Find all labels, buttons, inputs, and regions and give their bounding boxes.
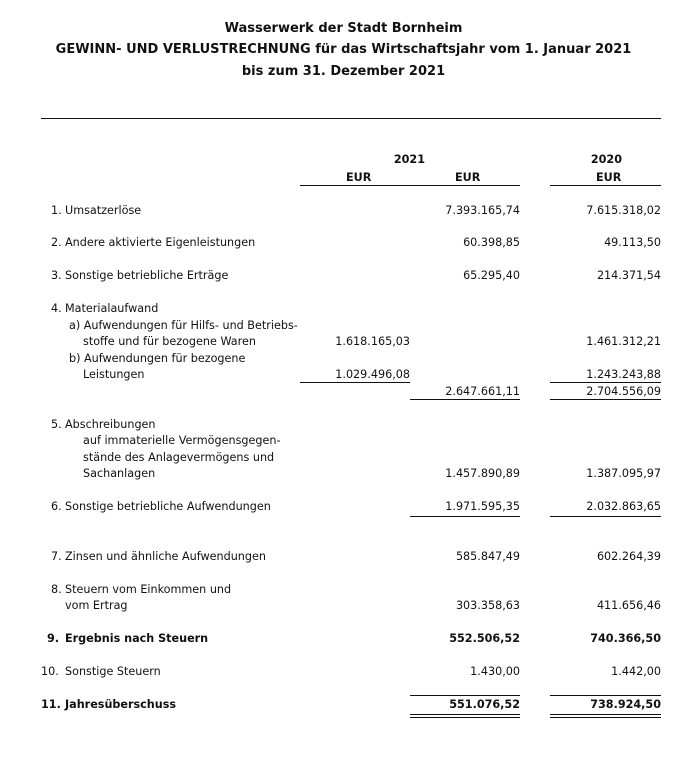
- column-rule-current: [300, 185, 520, 186]
- subitem-a-label-line2: stoffe und für bezogene Waren: [83, 335, 256, 348]
- row-number: 10.: [41, 665, 59, 678]
- row-number: 2.: [51, 236, 62, 249]
- value-current: 65.295,40: [463, 269, 520, 282]
- subitem-a-value: 1.618.165,03: [335, 335, 410, 348]
- subtotal-rule-prior: [550, 382, 661, 383]
- unit-header-a: EUR: [346, 171, 372, 184]
- total-rule-current: [410, 399, 520, 400]
- row-label: Zinsen und ähnliche Aufwendungen: [65, 550, 266, 563]
- row-label: Jahresüberschuss: [65, 698, 177, 711]
- report-company-title: Wasserwerk der Stadt Bornheim: [224, 21, 463, 36]
- value-current: 2.647.661,11: [445, 385, 520, 398]
- sum-rule-prior: [550, 516, 661, 517]
- value-current: 585.847,49: [455, 550, 520, 563]
- value-current: 1.971.595,35: [445, 500, 520, 513]
- year-current-header: 2021: [393, 153, 425, 166]
- value-current: 7.393.165,74: [445, 204, 520, 217]
- row-label: Steuern vom Einkommen und: [65, 583, 232, 596]
- value-prior: 2.704.556,09: [586, 385, 661, 398]
- double-rule-current-2: [410, 717, 520, 718]
- unit-header-b: EUR: [455, 171, 481, 184]
- value-prior: 7.615.318,02: [586, 204, 661, 217]
- row-label: Ergebnis nach Steuern: [65, 632, 209, 645]
- value-current: 1.457.890,89: [445, 467, 520, 480]
- final-rule-current: [410, 695, 520, 696]
- value-current: 552.506,52: [449, 632, 520, 645]
- value-current: 1.430,00: [470, 665, 520, 678]
- year-prior-header: 2020: [590, 153, 622, 166]
- row-label-line: auf immaterielle Vermögensgegen-: [83, 434, 281, 447]
- sum-rule-current: [410, 516, 520, 517]
- subtotal-rule-current: [300, 382, 410, 383]
- final-rule-prior: [550, 695, 661, 696]
- subitem-a-label-line1: a) Aufwendungen für Hilfs- und Betriebs-: [69, 319, 298, 332]
- double-rule-current-1: [410, 714, 520, 715]
- value-current: 303.358,63: [455, 599, 520, 612]
- value-prior: 214.371,54: [596, 269, 661, 282]
- subitem-b-label-line2: Leistungen: [83, 368, 145, 381]
- value-prior: 602.264,39: [596, 550, 661, 563]
- row-label: Materialaufwand: [65, 302, 159, 315]
- double-rule-prior-1: [550, 714, 661, 715]
- value-prior: 740.366,50: [590, 632, 661, 645]
- header-rule: [41, 118, 661, 119]
- value-current: 60.398,85: [463, 236, 520, 249]
- row-number: 4.: [51, 302, 62, 315]
- unit-header-c: EUR: [596, 171, 622, 184]
- row-label: Umsatzerlöse: [65, 204, 142, 217]
- value-prior: 738.924,50: [590, 698, 661, 711]
- row-number: 11.: [41, 698, 61, 711]
- row-label: Sonstige betriebliche Aufwendungen: [65, 500, 271, 513]
- value-prior: 1.442,00: [611, 665, 661, 678]
- value-prior: 2.032.863,65: [586, 500, 661, 513]
- row-number: 7.: [51, 550, 62, 563]
- row-label-line: stände des Anlagevermögens und: [83, 451, 275, 464]
- value-prior: 411.656,46: [596, 599, 661, 612]
- value-current: 551.076,52: [449, 698, 520, 711]
- subitem-b-value: 1.029.496,08: [335, 368, 410, 381]
- row-number: 6.: [51, 500, 62, 513]
- report-title: GEWINN- UND VERLUSTRECHNUNG für das Wirtschaftsjahr vom 1. Januar 2021: [55, 42, 632, 57]
- row-number: 9.: [47, 632, 60, 645]
- row-label: Sonstige betriebliche Erträge: [65, 269, 229, 282]
- value-prior: 49.113,50: [604, 236, 661, 249]
- row-label: Andere aktivierte Eigenleistungen: [65, 236, 256, 249]
- row-label: Abschreibungen: [65, 418, 156, 431]
- subitem-b-prior: 1.243.243,88: [586, 368, 661, 381]
- subitem-b-label-line1: b) Aufwendungen für bezogene: [69, 352, 246, 365]
- row-label-line: vom Ertrag: [65, 599, 128, 612]
- total-rule-prior: [550, 399, 661, 400]
- column-rule-prior: [550, 185, 661, 186]
- subitem-a-prior: 1.461.312,21: [586, 335, 661, 348]
- row-number: 1.: [51, 204, 62, 217]
- row-label-line: Sachanlagen: [83, 467, 156, 480]
- row-number: 8.: [51, 583, 62, 596]
- double-rule-prior-2: [550, 717, 661, 718]
- value-prior: 1.387.095,97: [586, 467, 661, 480]
- row-number: 5.: [51, 418, 62, 431]
- report-period: bis zum 31. Dezember 2021: [241, 64, 446, 79]
- row-label: Sonstige Steuern: [65, 665, 161, 678]
- row-number: 3.: [51, 269, 62, 282]
